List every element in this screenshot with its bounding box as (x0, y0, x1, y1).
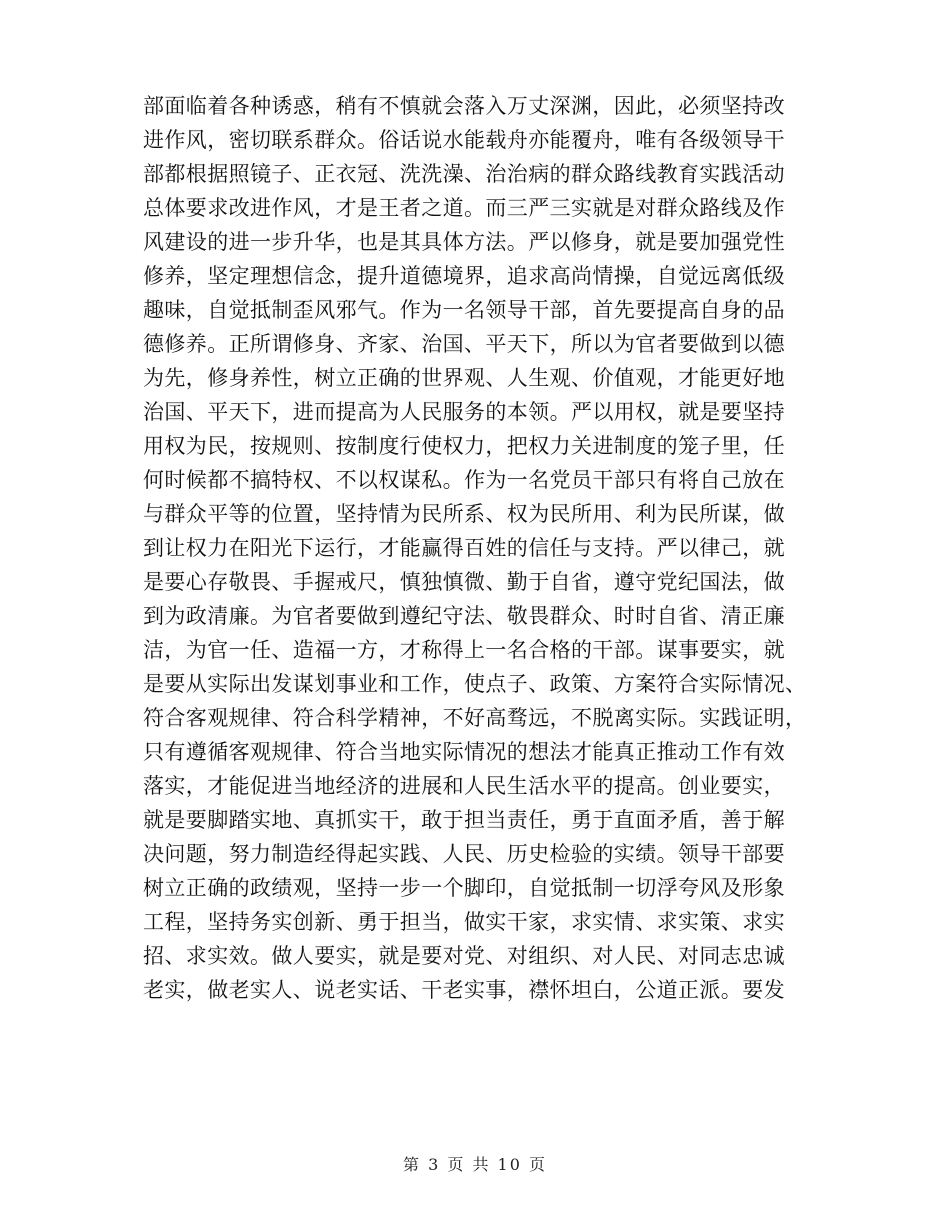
text-line: 树立正确的政绩观，坚持一步一个脚印，自觉抵制一切浮夸风及形象 (143, 876, 785, 900)
text-line: 老实，做老实人、说老实话、干老实事，襟怀坦白，公道正派。要发 (143, 978, 785, 1002)
text-line: 到为政清廉。为官者要做到遵纪守法、敬畏群众、时时自省、清正廉 (143, 604, 785, 628)
text-line: 用权为民，按规则、按制度行使权力，把权力关进制度的笼子里，任 (143, 434, 785, 458)
text-line: 何时候都不搞特权、不以权谋私。作为一名党员干部只有将自己放在 (143, 468, 785, 492)
text-line: 风建设的进一步升华，也是其具体方法。严以修身，就是要加强党性 (143, 230, 785, 254)
text-line: 落实，才能促进当地经济的进展和人民生活水平的提高。创业要实， (143, 774, 785, 798)
text-line: 部都根据照镜子、正衣冠、洗洗澡、治治病的群众路线教育实践活动 (143, 162, 785, 186)
text-line: 部面临着各种诱惑，稍有不慎就会落入万丈深渊，因此，必须坚持改 (143, 94, 785, 118)
text-line: 到让权力在阳光下运行，才能赢得百姓的信任与支持。严以律己，就 (143, 536, 785, 560)
text-line: 修养，坚定理想信念，提升道德境界，追求高尚情操，自觉远离低级 (143, 264, 785, 288)
text-line: 总体要求改进作风，才是王者之道。而三严三实就是对群众路线及作 (143, 196, 785, 220)
text-line: 洁，为官一任、造福一方，才称得上一名合格的干部。谋事要实，就 (143, 638, 785, 662)
text-line: 进作风，密切联系群众。俗话说水能载舟亦能覆舟，唯有各级领导干 (143, 128, 785, 152)
text-line: 是要从实际出发谋划事业和工作，使点子、政策、方案符合实际情况、 (143, 672, 807, 696)
page-number-footer: 第 3 页 共 10 页 (403, 1155, 547, 1174)
text-line: 就是要脚踏实地、真抓实干，敢于担当责任，勇于直面矛盾，善于解 (143, 808, 785, 832)
text-line: 为先，修身养性，树立正确的世界观、人生观、价值观，才能更好地 (143, 366, 785, 390)
text-line: 只有遵循客观规律、符合当地实际情况的想法才能真正推动工作有效 (143, 740, 785, 764)
text-line: 治国、平天下，进而提高为人民服务的本领。严以用权，就是要坚持 (143, 400, 785, 424)
text-line: 是要心存敬畏、手握戒尺，慎独慎微、勤于自省，遵守党纪国法，做 (143, 570, 785, 594)
text-line: 决问题，努力制造经得起实践、人民、历史检验的实绩。领导干部要 (143, 842, 785, 866)
text-line: 符合客观规律、符合科学精神，不好高骛远，不脱离实际。实践证明， (143, 706, 807, 730)
text-line: 工程，坚持务实创新、勇于担当，做实干家，求实情、求实策、求实 (143, 910, 785, 934)
text-line: 招、求实效。做人要实，就是要对党、对组织、对人民、对同志忠诚 (143, 944, 785, 968)
text-line: 与群众平等的位置，坚持情为民所系、权为民所用、利为民所谋，做 (143, 502, 785, 526)
text-line: 德修养。正所谓修身、齐家、治国、平天下，所以为官者要做到以德 (143, 332, 785, 356)
text-line: 趣味，自觉抵制歪风邪气。作为一名领导干部，首先要提高自身的品 (143, 298, 785, 322)
